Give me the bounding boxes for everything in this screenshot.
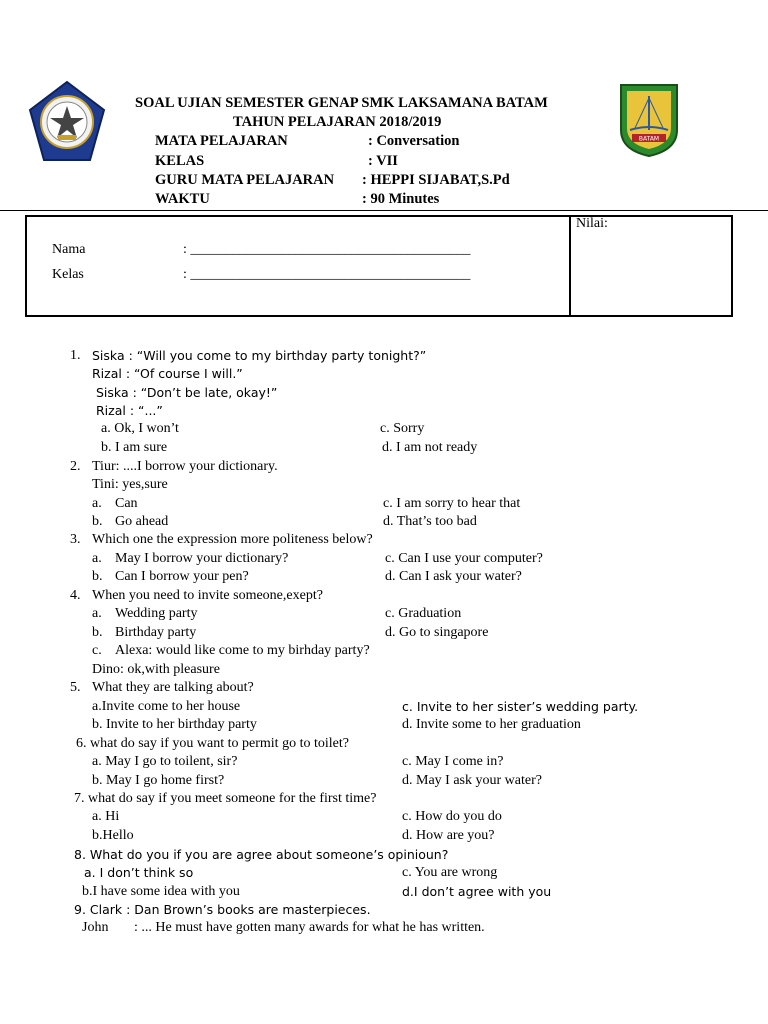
q2-option-a-key: a. bbox=[92, 496, 102, 511]
q7-option-b[interactable]: b.Hello bbox=[92, 828, 134, 843]
batam-city-emblem-icon bbox=[618, 82, 680, 158]
q2-line2: Tini: yes,sure bbox=[92, 477, 168, 492]
nilai-label: Nilai: bbox=[576, 216, 608, 231]
q3-option-c[interactable]: c. Can I use your computer? bbox=[385, 551, 543, 566]
q5-option-b[interactable]: b. Invite to her birthday party bbox=[92, 717, 257, 732]
nama-label: Nama bbox=[52, 242, 86, 257]
q4-option-d[interactable]: d. Go to singapore bbox=[385, 625, 489, 640]
q1-line3: Siska : “Don’t be late, okay!” bbox=[96, 385, 278, 400]
q1-option-a[interactable]: a. Ok, I won’t bbox=[101, 421, 179, 436]
q9-line1: 9. Clark : Dan Brown’s books are masterpieces. bbox=[74, 902, 371, 917]
q4-option-c2-key: c. bbox=[92, 643, 102, 658]
q2-option-b-key: b. bbox=[92, 514, 103, 529]
q7-option-d[interactable]: d. How are you? bbox=[402, 828, 495, 843]
time-label: WAKTU bbox=[155, 191, 210, 207]
header-divider bbox=[0, 210, 768, 211]
q2-option-b[interactable]: Go ahead bbox=[115, 514, 169, 529]
teacher-label: GURU MATA PELAJARAN bbox=[155, 172, 335, 188]
q8-option-d[interactable]: d.I don’t agree with you bbox=[402, 884, 552, 899]
q5-number: 5. bbox=[70, 680, 81, 695]
q1-option-b[interactable]: b. I am sure bbox=[101, 440, 168, 455]
header-title: SOAL UJIAN SEMESTER GENAP SMK LAKSAMANA BATAM bbox=[135, 95, 548, 111]
q5-option-c[interactable]: c. Invite to her sister’s wedding party. bbox=[402, 699, 639, 714]
q2-option-a[interactable]: Can bbox=[115, 496, 138, 511]
q8-option-b[interactable]: b.I have some idea with you bbox=[82, 884, 240, 899]
q6-option-b[interactable]: b. May I go home first? bbox=[92, 773, 225, 788]
provincial-emblem-icon bbox=[28, 80, 106, 162]
q4-number: 4. bbox=[70, 588, 81, 603]
q4-option-b[interactable]: Birthday party bbox=[115, 625, 197, 640]
kelas-field[interactable]: : ________________________________________ bbox=[183, 267, 471, 282]
teacher-value: : HEPPI SIJABAT,S.Pd bbox=[362, 172, 510, 188]
q1-option-c[interactable]: c. Sorry bbox=[380, 421, 425, 436]
q2-number: 2. bbox=[70, 459, 81, 474]
subject-value: : Conversation bbox=[368, 133, 460, 149]
q3-number: 3. bbox=[70, 532, 81, 547]
q4-option-c[interactable]: c. Graduation bbox=[385, 606, 462, 621]
q6-line1: 6. what do say if you want to permit go to toilet? bbox=[76, 736, 349, 751]
q8-line1: 8. What do you if you are agree about someone’s opinioun? bbox=[74, 847, 449, 862]
q1-option-d[interactable]: d. I am not ready bbox=[382, 440, 478, 455]
q3-option-a[interactable]: May I borrow your dictionary? bbox=[115, 551, 289, 566]
q2-line1: Tiur: ....I borrow your dictionary. bbox=[92, 459, 278, 474]
q1-line4: Rizal : “...” bbox=[96, 403, 163, 418]
q6-option-c[interactable]: c. May I come in? bbox=[402, 754, 504, 769]
q1-number: 1. bbox=[70, 348, 81, 363]
q5-option-a[interactable]: a.Invite come to her house bbox=[92, 699, 241, 714]
class-value: : VII bbox=[368, 153, 398, 169]
q2-option-d[interactable]: d. That’s too bad bbox=[383, 514, 477, 529]
nama-field[interactable]: : ________________________________________ bbox=[183, 242, 471, 257]
q5-line1: What they are talking about? bbox=[92, 680, 254, 695]
q5-option-d[interactable]: d. Invite some to her graduation bbox=[402, 717, 581, 732]
q1-line2: Rizal : “Of course I will.” bbox=[92, 366, 243, 381]
q3-option-b[interactable]: Can I borrow your pen? bbox=[115, 569, 249, 584]
class-label: KELAS bbox=[155, 153, 205, 169]
q7-line1: 7. what do say if you meet someone for the first time? bbox=[74, 791, 377, 806]
time-value: : 90 Minutes bbox=[362, 191, 440, 207]
q3-option-d[interactable]: d. Can I ask your water? bbox=[385, 569, 522, 584]
student-id-box bbox=[25, 215, 733, 317]
q2-option-c[interactable]: c. I am sorry to hear that bbox=[383, 496, 521, 511]
q7-option-a[interactable]: a. Hi bbox=[92, 809, 120, 824]
q4-line1: When you need to invite someone,exept? bbox=[92, 588, 323, 603]
q6-option-a[interactable]: a. May I go to toilent, sir? bbox=[92, 754, 238, 769]
kelas-label: Kelas bbox=[52, 267, 84, 282]
q7-option-c[interactable]: c. How do you do bbox=[402, 809, 502, 824]
q6-option-d[interactable]: d. May I ask your water? bbox=[402, 773, 542, 788]
q4-option-c2[interactable]: Alexa: would like come to my birhday party? bbox=[115, 643, 370, 658]
q3-option-b-key: b. bbox=[92, 569, 103, 584]
subject-label: MATA PELAJARAN bbox=[155, 133, 288, 149]
batam-logo-text: BATAM bbox=[638, 135, 660, 143]
q8-option-a[interactable]: a. I don’t think so bbox=[84, 865, 194, 880]
q4-option-b-key: b. bbox=[92, 625, 103, 640]
q1-line1: Siska : “Will you come to my birthday party tonight?” bbox=[92, 348, 427, 363]
q4-line2: Dino: ok,with pleasure bbox=[92, 662, 220, 677]
q3-option-a-key: a. bbox=[92, 551, 102, 566]
q4-option-a[interactable]: Wedding party bbox=[115, 606, 198, 621]
header-year: TAHUN PELAJARAN 2018/2019 bbox=[233, 114, 442, 130]
q8-option-c[interactable]: c. You are wrong bbox=[402, 865, 498, 880]
id-box-divider bbox=[569, 215, 571, 317]
q4-option-a-key: a. bbox=[92, 606, 102, 621]
q9-line2: : ... He must have gotten many awards for what he has written. bbox=[134, 920, 485, 935]
q3-line1: Which one the expression more politeness below? bbox=[92, 532, 373, 547]
q9-speaker-john: John bbox=[82, 920, 109, 935]
